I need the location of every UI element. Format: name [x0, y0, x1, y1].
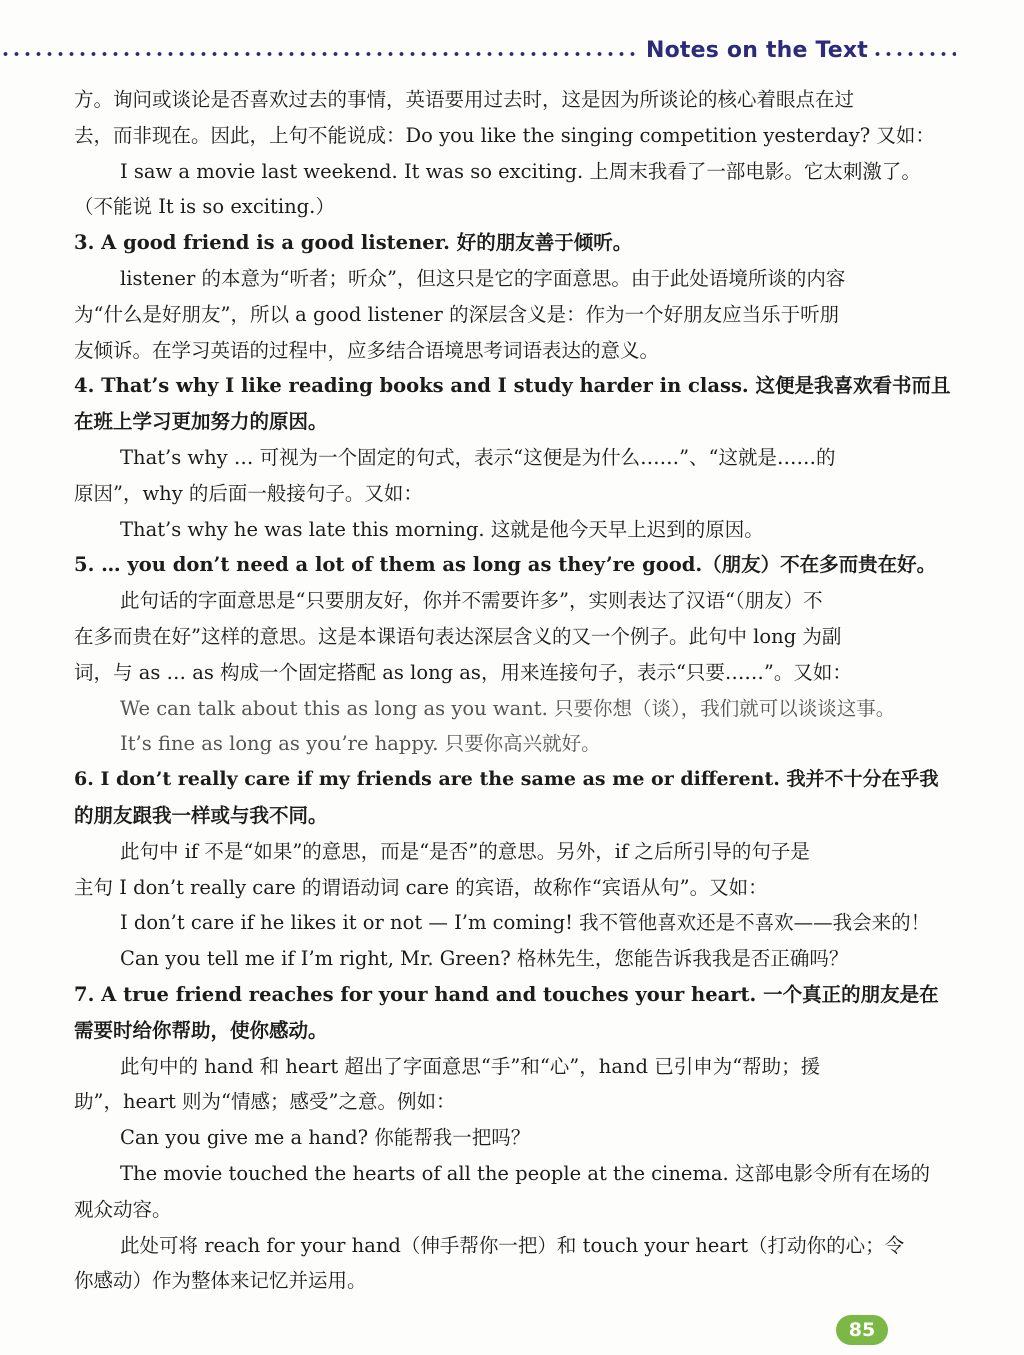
text-line: 在多而贵在好”这样的意思。这是本课语句表达深层含义的又一个例子。此句中 long 为副: [74, 624, 842, 648]
text-line: 助”，heart 则为“情感；感受”之意。例如：: [74, 1090, 456, 1114]
text-line: 方。询问或谈论是否喜欢过去的事情，英语要用过去时，这是因为所谈论的核心着眼点在过: [74, 88, 855, 111]
text-line: Can you give me a hand? 你能帮我一把吗？: [120, 1126, 531, 1150]
text-line: The movie touched the hearts of all the people at the cinema. 这部电影令所有在场的: [120, 1161, 930, 1185]
text-line: 5. … you don’t need a lot of them as long as they’re good.（朋友）不在多而贵在好。: [74, 553, 937, 577]
text-line: 此句中的 hand 和 heart 超出了字面意思“手”和“心”，hand 已引申为“帮助；援: [120, 1054, 821, 1078]
text-line: That’s why … 可视为一个固定的句式，表示“这便是为什么……”、“这就是……的: [120, 445, 836, 469]
text-line: listener 的本意为“听者；听众”，但这只是它的字面意思。由于此处语境所谈的内容: [120, 266, 846, 290]
text-line: 7. A true friend reaches for your hand and touches your heart. 一个真正的朋友是在: [74, 982, 939, 1006]
text-line: Can you tell me if I’m right, Mr. Green? 格林先生，您能告诉我我是否正确吗？: [120, 947, 849, 971]
text-line: I saw a movie last weekend. It was so exciting. 上周末我看了一部电影。它太刺激了。: [120, 159, 921, 183]
text-line: 友倾诉。在学习英语的过程中，应多结合语境思考词语表达的意义。: [74, 338, 660, 362]
dotted-rule-left: [0, 50, 636, 58]
text-line: 为“什么是好朋友”，所以 a good listener 的深层含义是：作为一个好朋友应当乐于听朋: [74, 302, 840, 326]
text-line: 在班上学习更加努力的原因。: [74, 410, 328, 434]
text-line: We can talk about this as long as you want. 只要你想（谈），我们就可以谈谈这事。: [120, 696, 896, 720]
text-line: 的朋友跟我一样或与我不同。: [74, 803, 328, 827]
page-header: [0, 38, 1024, 68]
text-line: It’s fine as long as you’re happy. 只要你高兴就好。: [120, 732, 601, 756]
text-line: 你感动）作为整体来记忆并运用。: [74, 1269, 367, 1293]
text-line: I don’t care if he likes it or not — I’m coming! 我不管他喜欢还是不喜欢——我会来的！: [120, 911, 931, 935]
dotted-rule-right: [872, 50, 956, 58]
text-line: 此句话的字面意思是“只要朋友好，你并不需要许多”，实则表达了汉语“（朋友）不: [120, 589, 823, 613]
text-line: （不能说 It is so exciting.）: [74, 195, 335, 219]
text-line: 3. A good friend is a good listener. 好的朋友善于倾听。: [74, 231, 633, 255]
text-line: 4. That’s why I like reading books and I study harder in class. 这便是我喜欢看书而且: [74, 374, 951, 398]
text-line: 需要时给你帮助，使你感动。: [74, 1018, 328, 1042]
text-line: 主句 I don’t really care 的谓语动词 care 的宾语，故称作“宾语从句”。又如：: [74, 875, 768, 899]
text-line: 去，而非现在。因此，上句不能说成：Do you like the singing competition yesterday? 又如：: [74, 123, 935, 147]
text-line: That’s why he was late this morning. 这就是他今天早上迟到的原因。: [120, 517, 764, 541]
text-line: 此句中 if 不是“如果”的意思，而是“是否”的意思。另外，if 之后所引导的句子是: [120, 839, 810, 863]
section-title: Notes on the Text: [646, 38, 869, 63]
text-line: 原因”，why 的后面一般接句子。又如：: [74, 481, 423, 505]
text-line: 词，与 as … as 构成一个固定搭配 as long as，用来连接句子，表示“只要……”。又如：: [74, 660, 852, 684]
text-line: 观众动容。: [74, 1197, 172, 1221]
text-body: [74, 82, 958, 1299]
text-line: 6. I don’t really care if my friends are the same as me or different. 我并不十分在乎我: [74, 768, 939, 791]
text-line: 此处可将 reach for your hand（伸手帮你一把）和 touch your heart（打动你的心；令: [120, 1233, 905, 1257]
page-number: 85: [836, 1315, 888, 1345]
